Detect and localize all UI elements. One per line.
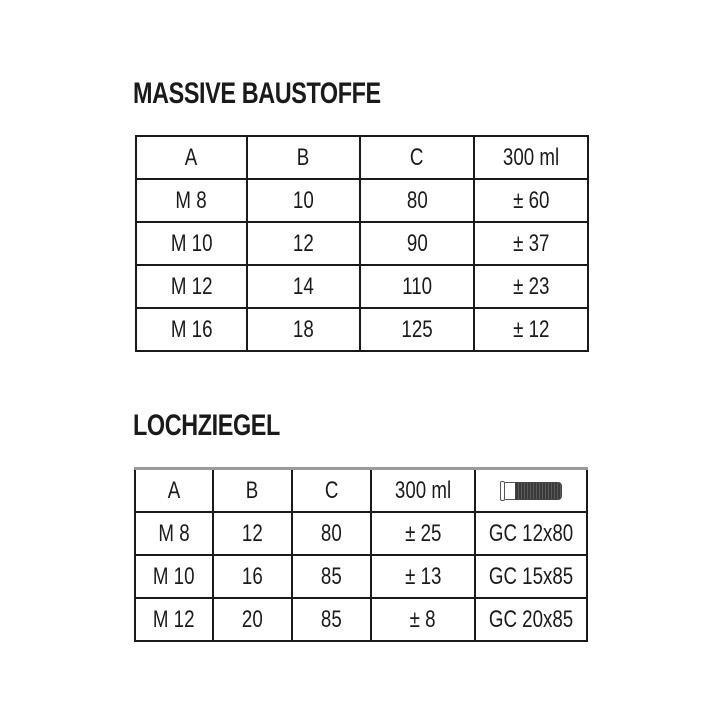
cell: M 8 [136, 179, 247, 222]
cell: ± 8 [371, 598, 475, 641]
sleeve-mesh [515, 482, 562, 500]
cell: 10 [247, 179, 360, 222]
cell: ± 13 [371, 555, 475, 598]
cell: 12 [213, 512, 292, 555]
header-cell-b: B [213, 469, 292, 513]
cell: 12 [247, 222, 360, 265]
cell: 125 [360, 308, 474, 351]
cell: 18 [247, 308, 360, 351]
cell: 14 [247, 265, 360, 308]
section-title-massive-baustoffe: MASSIVE BAUSTOFFE [133, 77, 381, 110]
cell: M 10 [135, 555, 213, 598]
cell: ± 37 [474, 222, 588, 265]
header-cell-c: C [360, 136, 474, 179]
cell: ± 25 [371, 512, 475, 555]
table-row [135, 598, 587, 641]
header-cell-b: B [247, 136, 360, 179]
cell: ± 60 [474, 179, 588, 222]
cell: 80 [360, 179, 474, 222]
table-row [136, 222, 588, 265]
table-header-row [136, 136, 588, 179]
header-cell-sleeve [475, 469, 587, 513]
cell: GC 20x85 [475, 598, 587, 641]
section-title-lochziegel: LOCHZIEGEL [133, 409, 280, 442]
cell: 20 [213, 598, 292, 641]
table-row [136, 265, 588, 308]
cell: GC 12x80 [475, 512, 587, 555]
header-cell-300ml: 300 ml [371, 469, 475, 513]
cell: 90 [360, 222, 474, 265]
header-cell-c: C [292, 469, 371, 513]
cell: ± 12 [474, 308, 588, 351]
sleeve-neck [505, 482, 515, 500]
table-row [135, 512, 587, 555]
cell: 80 [292, 512, 371, 555]
cell: 85 [292, 555, 371, 598]
cell: M 12 [135, 598, 213, 641]
table-lochziegel [134, 467, 588, 642]
cell: ± 23 [474, 265, 588, 308]
cell: M 10 [136, 222, 247, 265]
table-row [136, 179, 588, 222]
mesh-sleeve-icon [500, 481, 562, 501]
table-row [136, 308, 588, 351]
table-row [135, 555, 587, 598]
cell: GC 15x85 [475, 555, 587, 598]
cell: M 8 [135, 512, 213, 555]
cell: 110 [360, 265, 474, 308]
header-cell-300ml: 300 ml [474, 136, 588, 179]
table-massive-baustoffe [135, 135, 589, 352]
cell: 85 [292, 598, 371, 641]
table-header-row [135, 469, 587, 513]
header-cell-a: A [136, 136, 247, 179]
cell: M 12 [136, 265, 247, 308]
cell: M 16 [136, 308, 247, 351]
header-cell-a: A [135, 469, 213, 513]
cell: 16 [213, 555, 292, 598]
